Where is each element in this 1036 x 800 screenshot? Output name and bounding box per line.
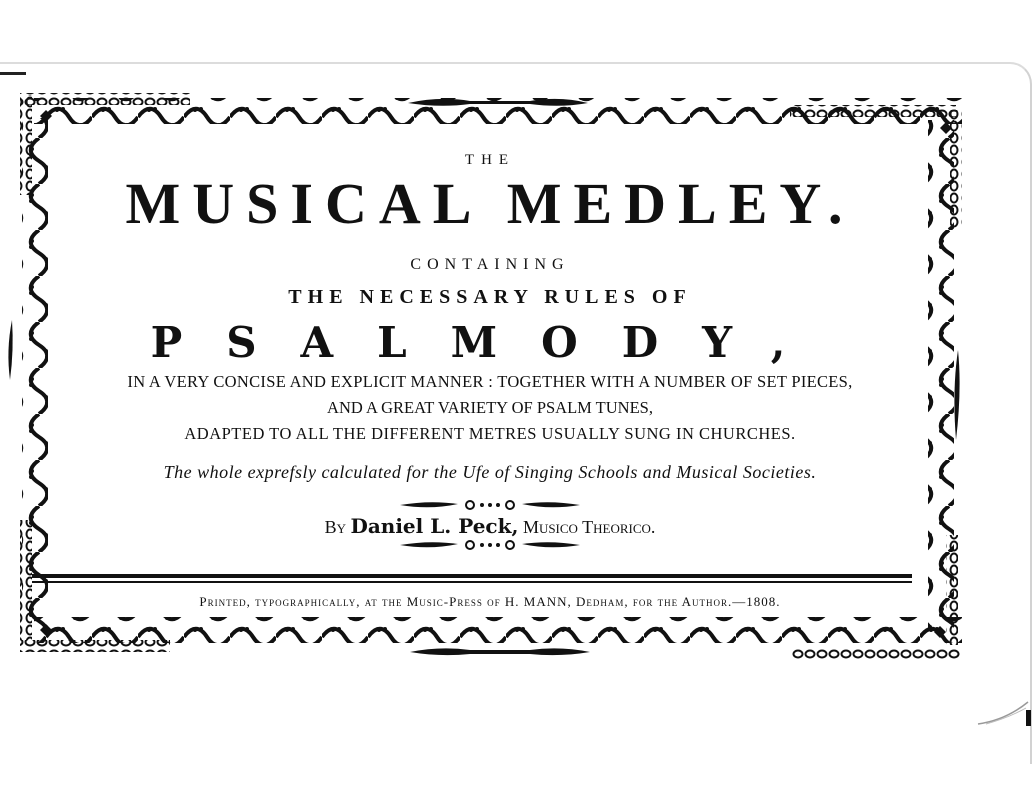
ornament-divider-bottom xyxy=(40,538,940,552)
author-title: Musico Theorico. xyxy=(522,517,656,537)
main-title: MUSICAL MEDLEY. xyxy=(125,171,855,236)
by-prefix: By xyxy=(324,517,346,537)
thin-rule xyxy=(32,581,912,583)
author-line xyxy=(40,514,940,538)
author-name: Daniel L. Peck, xyxy=(350,514,519,538)
description-line-1: IN A VERY CONCISE AND EXPLICIT MANNER : TOGETHER WITH A NUMBER OF SET PIECES, xyxy=(127,372,853,391)
title-article: THE xyxy=(464,152,516,168)
purpose-line: The whole exprefsly calculated for the Ufe of Singing Schools and Musical Societies. xyxy=(163,462,817,482)
ornament-divider-top xyxy=(40,498,940,512)
heavy-rule xyxy=(32,574,912,578)
psalmody-heading: PSALMODY, xyxy=(150,318,830,367)
description-line-2: AND A GREAT VARIETY OF PSALM TUNES, xyxy=(327,398,653,417)
title-page xyxy=(40,140,940,620)
containing-line: CONTAINING xyxy=(410,256,570,273)
description-line-3: ADAPTED TO ALL THE DIFFERENT METRES USUALLY SUNG IN CHURCHES. xyxy=(184,424,796,443)
rules-line: THE NECESSARY RULES OF xyxy=(288,286,692,308)
imprint-line: Printed, typographically, at the Music-Press of H. MANN, Dedham, for the Author.—1808. xyxy=(199,594,781,609)
page-corner-curl xyxy=(976,700,1032,726)
